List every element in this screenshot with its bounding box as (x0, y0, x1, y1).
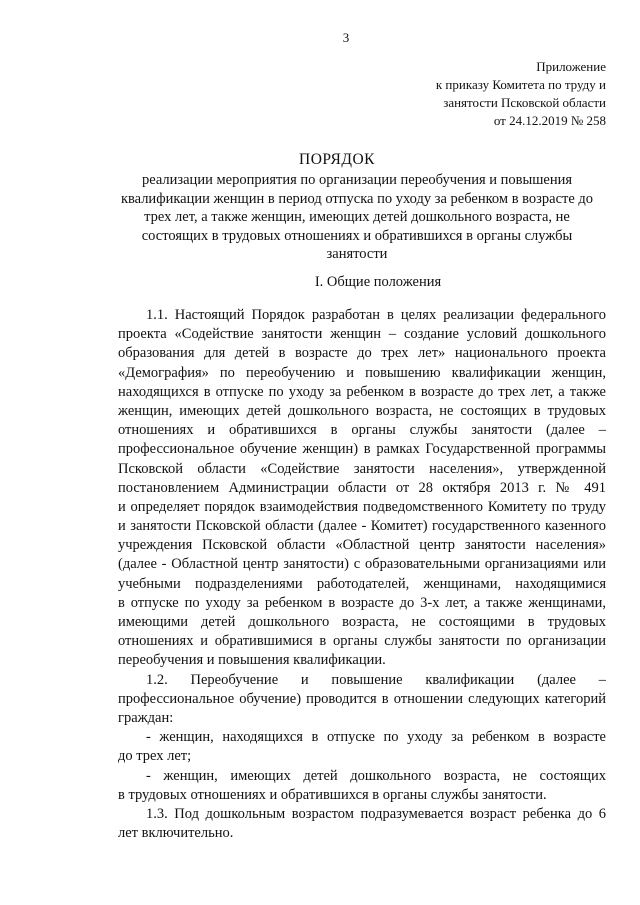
document-title: ПОРЯДОК (299, 151, 375, 168)
appendix-line: к приказу Комитета по труду и (435, 77, 606, 92)
body-line: - женщин, находящихся в отпуске по уходу за ребенком в возрасте (146, 729, 606, 746)
document-subtitle (102, 171, 612, 264)
page-number: 3 (342, 30, 350, 45)
body-line: граждан: (118, 709, 174, 726)
body-line: учреждения Псковской области «Областной центр занятости населения» (118, 537, 606, 554)
body-line: профессиональное обучение) проводится в отношении следующих категорий (118, 690, 606, 707)
body-line: переобучения и повышения квалификации. (118, 652, 386, 669)
body-line: проекта «Содействие занятости женщин – создание условий дошкольного (118, 326, 606, 343)
appendix-block (366, 58, 606, 130)
body-line: профессиональное обучение женщин) в рамках Государственной программы (118, 441, 606, 458)
body-line: и определяет порядок взаимодействия подведомственного Комитету по труду (118, 498, 606, 515)
subtitle-line: состоящих в трудовых отношениях и обратившихся в органы службы (141, 227, 573, 244)
body-line: до трех лет; (118, 748, 192, 765)
body-line: - женщин, имеющих детей дошкольного возраста, не состоящих (146, 767, 606, 784)
body-line: постановлением Администрации области от 28 октября 2013 г. № 491 (118, 479, 606, 496)
body-line: образования для детей в возрасте до трех лет» национального проекта (118, 345, 606, 362)
body-line: «Демография» по переобучению и повышению квалификации женщин, (118, 364, 606, 381)
body-line: 1.2. Переобучение и повышение квалификации (далее – (146, 671, 606, 688)
body-line: имеющими детей дошкольного возраста, не состоящими в трудовых (118, 614, 606, 630)
subtitle-line: квалификации женщин в период отпуска по уходу за ребенком в возрасте до (120, 190, 594, 207)
appendix-line: занятости Псковской области (443, 95, 606, 110)
body-line: находящихся в отпуске по уходу за ребенком в возрасте до трех лет, а также (118, 383, 606, 400)
body-line: 1.3. Под дошкольным возрастом подразумевается возраст ребенка до 6 (146, 805, 606, 822)
body-line: (далее - Областной центр занятости) с образовательными организациями или (118, 556, 606, 573)
body-line: 1.1. Настоящий Порядок разработан в целях реализации федерального (146, 307, 606, 323)
subtitle-line: трех лет, а также женщин, имеющих детей дошкольного возраста, не (144, 209, 570, 225)
document-body (118, 306, 606, 843)
appendix-line: Приложение (536, 59, 606, 74)
subtitle-line: занятости (326, 246, 388, 262)
body-line: лет включительно. (118, 825, 234, 842)
body-line: отношениях и обратившихся в органы службы занятости (далее – (118, 422, 606, 439)
subtitle-line: реализации мероприятия по организации переобучения и повышения (141, 172, 573, 188)
section-heading: I. Общие положения (314, 274, 442, 290)
appendix-line: от 24.12.2019 № 258 (493, 113, 606, 128)
body-line: в отпуске по уходу за ребенком в возрасте до 3-х лет, а также женщинами, (118, 594, 606, 611)
body-line: и занятости Псковской области (далее - Комитет) государственного казенного (118, 518, 606, 535)
body-line: Псковской области «Содействие занятости населения», утвержденной (118, 460, 606, 477)
body-line: в трудовых отношениях и обратившихся в органы службы занятости. (118, 786, 547, 803)
body-line: отношениях и обратившимися в органы службы занятости по организации (118, 633, 606, 650)
body-line: учебными подразделениями работодателей, женщинами, находящимися (118, 575, 606, 592)
body-line: женщин, имеющих детей дошкольного возраста, не состоящих в трудовых (118, 402, 606, 419)
